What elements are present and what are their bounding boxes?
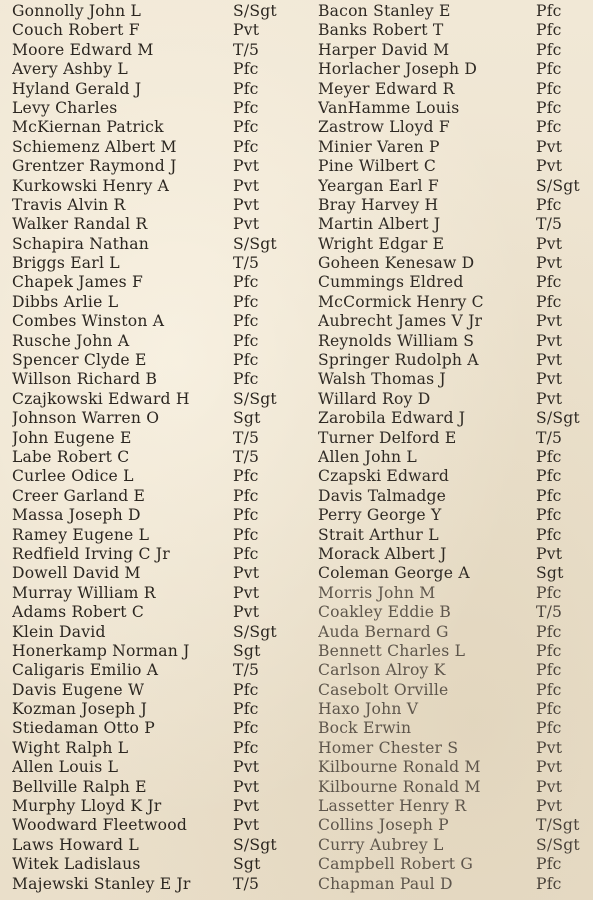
- right-rank: Pfc: [536, 855, 562, 874]
- roster-row: [0, 681, 593, 700]
- left-name: Kozman Joseph J: [12, 700, 148, 719]
- right-rank: Sgt: [536, 564, 564, 583]
- roster-row: [0, 778, 593, 797]
- roster-row: [0, 351, 593, 370]
- right-rank: Pvt: [536, 351, 563, 370]
- left-name: Willson Richard B: [12, 370, 158, 389]
- left-name: Chapek James F: [12, 273, 144, 292]
- right-name: Allen John L: [318, 447, 417, 466]
- right-name: Bennett Charles L: [318, 641, 466, 660]
- right-name: Aubrecht James V Jr: [318, 312, 483, 331]
- right-name: Perry George Y: [318, 506, 442, 525]
- right-rank: Pfc: [536, 874, 562, 893]
- right-name: Bacon Stanley E: [318, 2, 451, 20]
- right-rank: T/5: [536, 215, 563, 234]
- right-rank: Pfc: [536, 719, 562, 738]
- left-rank: T/5: [233, 254, 260, 273]
- right-name: Bock Erwin: [318, 719, 412, 738]
- left-name: Labe Robert C: [12, 447, 130, 466]
- left-name: Laws Howard L: [12, 835, 139, 854]
- left-name: Adams Robert C: [12, 603, 145, 622]
- roster-row: [0, 41, 593, 60]
- left-rank: Pvt: [233, 603, 260, 622]
- roster-row: [0, 526, 593, 545]
- left-name: John Eugene E: [12, 428, 132, 447]
- right-rank: Pvt: [536, 544, 563, 563]
- left-rank: Pvt: [233, 777, 260, 796]
- left-name: Grentzer Raymond J: [12, 157, 177, 176]
- roster-row: [0, 467, 593, 486]
- left-rank: S/Sgt: [233, 622, 277, 641]
- right-name: Czapski Edward: [318, 467, 450, 486]
- right-name: Minier Varen P: [318, 137, 440, 156]
- left-name: Redfield Irving C Jr: [12, 544, 170, 563]
- roster-row: [0, 370, 593, 389]
- right-name: Collins Joseph P: [318, 816, 449, 835]
- left-name: Couch Robert F: [12, 21, 140, 40]
- right-rank: Pfc: [536, 79, 562, 98]
- left-name: Schapira Nathan: [12, 234, 150, 253]
- roster-row: [0, 855, 593, 874]
- right-rank: Pfc: [536, 195, 562, 214]
- roster-row: [0, 409, 593, 428]
- left-rank: Pfc: [233, 738, 259, 757]
- right-rank: S/Sgt: [536, 176, 580, 195]
- right-rank: Pvt: [536, 312, 563, 331]
- roster-row: [0, 719, 593, 738]
- roster-row: [0, 487, 593, 506]
- left-rank: Pvt: [233, 583, 260, 602]
- left-name: Murphy Lloyd K Jr: [12, 797, 162, 816]
- right-rank: Pfc: [536, 680, 562, 699]
- right-name: Kilbourne Ronald M: [318, 758, 481, 777]
- right-name: Homer Chester S: [318, 738, 459, 757]
- right-rank: Pvt: [536, 758, 563, 777]
- roster-row: [0, 739, 593, 758]
- left-rank: Pfc: [233, 680, 259, 699]
- left-rank: Pfc: [233, 525, 259, 544]
- left-rank: Pfc: [233, 506, 259, 525]
- right-rank: Pfc: [536, 2, 562, 20]
- left-name: Briggs Earl L: [12, 254, 120, 273]
- right-rank: Pfc: [536, 641, 562, 660]
- roster-row: [0, 332, 593, 351]
- roster-row: [0, 545, 593, 564]
- right-name: Haxo John V: [318, 700, 419, 719]
- roster-row: [0, 21, 593, 40]
- right-rank: Pfc: [536, 273, 562, 292]
- roster-row: [0, 797, 593, 816]
- right-name: Morack Albert J: [318, 544, 447, 563]
- right-name: Goheen Kenesaw D: [318, 254, 475, 273]
- left-rank: Pfc: [233, 60, 259, 79]
- roster-row: [0, 875, 593, 894]
- left-rank: T/5: [233, 447, 260, 466]
- roster-row: [0, 603, 593, 622]
- right-rank: Pfc: [536, 583, 562, 602]
- roster-row: [0, 235, 593, 254]
- left-name: Witek Ladislaus: [12, 855, 141, 874]
- left-rank: T/5: [233, 40, 260, 59]
- roster-row: [0, 564, 593, 583]
- left-rank: Pfc: [233, 719, 259, 738]
- right-rank: Pfc: [536, 60, 562, 79]
- left-rank: Pvt: [233, 564, 260, 583]
- right-name: Zarobila Edward J: [318, 409, 466, 428]
- right-rank: Pfc: [536, 661, 562, 680]
- left-name: Rusche John A: [12, 331, 130, 350]
- roster-row: [0, 642, 593, 661]
- left-rank: T/5: [233, 874, 260, 893]
- right-rank: Pfc: [536, 525, 562, 544]
- left-rank: Pvt: [233, 195, 260, 214]
- right-name: Turner Delford E: [318, 428, 457, 447]
- roster-row: [0, 273, 593, 292]
- roster-row: [0, 584, 593, 603]
- right-name: Casebolt Orville: [318, 680, 449, 699]
- right-rank: Pvt: [536, 331, 563, 350]
- right-name: Willard Roy D: [318, 389, 431, 408]
- right-name: Yeargan Earl F: [318, 176, 439, 195]
- right-rank: T/Sgt: [536, 816, 580, 835]
- left-name: Kurkowski Henry A: [12, 176, 170, 195]
- left-name: Dowell David M: [12, 564, 141, 583]
- roster-row: [0, 448, 593, 467]
- left-rank: Pfc: [233, 331, 259, 350]
- right-rank: Pvt: [536, 137, 563, 156]
- right-name: Carlson Alroy K: [318, 661, 446, 680]
- right-name: Pine Wilbert C: [318, 157, 437, 176]
- left-name: McKiernan Patrick: [12, 118, 164, 137]
- left-rank: Sgt: [233, 409, 261, 428]
- left-rank: Pvt: [233, 758, 260, 777]
- left-rank: Pfc: [233, 700, 259, 719]
- left-name: Honerkamp Norman J: [12, 641, 190, 660]
- left-name: Bellville Ralph E: [12, 777, 147, 796]
- roster-row: [0, 177, 593, 196]
- left-rank: Pfc: [233, 273, 259, 292]
- right-rank: Pfc: [536, 622, 562, 641]
- left-rank: Pfc: [233, 292, 259, 311]
- left-name: Klein David: [12, 622, 106, 641]
- right-rank: Pvt: [536, 777, 563, 796]
- left-rank: Pfc: [233, 486, 259, 505]
- roster-row: [0, 816, 593, 835]
- right-rank: Pvt: [536, 234, 563, 253]
- right-name: Harper David M: [318, 40, 450, 59]
- right-name: Davis Talmadge: [318, 486, 447, 505]
- left-rank: Pvt: [233, 176, 260, 195]
- right-name: Horlacher Joseph D: [318, 60, 478, 79]
- left-rank: Pfc: [233, 370, 259, 389]
- left-rank: Pvt: [233, 816, 260, 835]
- right-rank: S/Sgt: [536, 409, 580, 428]
- right-rank: T/5: [536, 428, 563, 447]
- right-name: Martin Albert J: [318, 215, 441, 234]
- roster-row: [0, 836, 593, 855]
- left-name: Ramey Eugene L: [12, 525, 150, 544]
- left-name: Combes Winston A: [12, 312, 165, 331]
- right-rank: T/5: [536, 603, 563, 622]
- right-rank: Pfc: [536, 700, 562, 719]
- left-name: Hyland Gerald J: [12, 79, 142, 98]
- right-rank: S/Sgt: [536, 835, 580, 854]
- left-name: Dibbs Arlie L: [12, 292, 119, 311]
- roster-row: [0, 254, 593, 273]
- right-rank: Pfc: [536, 292, 562, 311]
- roster-row: [0, 157, 593, 176]
- right-name: Chapman Paul D: [318, 874, 453, 893]
- left-rank: Pfc: [233, 544, 259, 563]
- left-rank: Pvt: [233, 215, 260, 234]
- right-name: Kilbourne Ronald M: [318, 777, 481, 796]
- right-name: Coakley Eddie B: [318, 603, 452, 622]
- left-name: Creer Garland E: [12, 486, 146, 505]
- right-name: Wright Edgar E: [318, 234, 445, 253]
- left-name: Wight Ralph L: [12, 738, 129, 757]
- right-name: McCormick Henry C: [318, 292, 484, 311]
- right-name: Lassetter Henry R: [318, 797, 467, 816]
- right-name: Banks Robert T: [318, 21, 444, 40]
- left-name: Czajkowski Edward H: [12, 389, 190, 408]
- left-rank: Pfc: [233, 118, 259, 137]
- right-rank: Pfc: [536, 40, 562, 59]
- left-name: Stiedaman Otto P: [12, 719, 155, 738]
- left-rank: S/Sgt: [233, 234, 277, 253]
- left-rank: Pvt: [233, 797, 260, 816]
- roster-row: [0, 758, 593, 777]
- left-name: Avery Ashby L: [12, 60, 128, 79]
- left-name: Travis Alvin R: [12, 195, 126, 214]
- roster-row: [0, 390, 593, 409]
- roster-row: [0, 196, 593, 215]
- left-name: Schiemenz Albert M: [12, 137, 177, 156]
- left-rank: T/5: [233, 428, 260, 447]
- left-rank: Pfc: [233, 312, 259, 331]
- right-name: Zastrow Lloyd F: [318, 118, 450, 137]
- roster-list: [0, 2, 593, 894]
- left-name: Johnson Warren O: [12, 409, 160, 428]
- roster-row: [0, 623, 593, 642]
- left-rank: T/5: [233, 661, 260, 680]
- right-name: Bray Harvey H: [318, 195, 439, 214]
- left-rank: Pfc: [233, 351, 259, 370]
- right-name: Auda Bernard G: [318, 622, 449, 641]
- right-rank: Pvt: [536, 738, 563, 757]
- right-rank: Pvt: [536, 370, 563, 389]
- right-rank: Pfc: [536, 21, 562, 40]
- roster-row: [0, 700, 593, 719]
- left-rank: Sgt: [233, 855, 261, 874]
- right-rank: Pvt: [536, 389, 563, 408]
- left-name: Gonnolly John L: [12, 2, 142, 20]
- left-rank: S/Sgt: [233, 2, 277, 20]
- left-name: Majewski Stanley E Jr: [12, 874, 191, 893]
- right-rank: Pfc: [536, 506, 562, 525]
- roster-row: [0, 2, 593, 21]
- roster-row: [0, 312, 593, 331]
- roster-row: [0, 99, 593, 118]
- left-name: Spencer Clyde E: [12, 351, 147, 370]
- left-name: Davis Eugene W: [12, 680, 145, 699]
- roster-row: [0, 138, 593, 157]
- right-name: Campbell Robert G: [318, 855, 474, 874]
- left-rank: Sgt: [233, 641, 261, 660]
- roster-row: [0, 60, 593, 79]
- right-name: Morris John M: [318, 583, 436, 602]
- right-rank: Pfc: [536, 118, 562, 137]
- right-name: Springer Rudolph A: [318, 351, 479, 370]
- roster-row: [0, 215, 593, 234]
- right-name: Walsh Thomas J: [318, 370, 446, 389]
- right-rank: Pvt: [536, 797, 563, 816]
- left-name: Murray William R: [12, 583, 156, 602]
- right-name: Coleman George A: [318, 564, 470, 583]
- left-name: Moore Edward M: [12, 40, 154, 59]
- left-name: Caligaris Emilio A: [12, 661, 159, 680]
- left-name: Woodward Fleetwood: [12, 816, 188, 835]
- left-name: Curlee Odice L: [12, 467, 134, 486]
- left-rank: Pfc: [233, 79, 259, 98]
- roster-row: [0, 429, 593, 448]
- right-name: Reynolds William S: [318, 331, 475, 350]
- roster-row: [0, 293, 593, 312]
- right-rank: Pfc: [536, 98, 562, 117]
- left-rank: Pvt: [233, 157, 260, 176]
- right-name: Cummings Eldred: [318, 273, 464, 292]
- right-rank: Pfc: [536, 467, 562, 486]
- right-rank: Pvt: [536, 157, 563, 176]
- right-name: VanHamme Louis: [318, 98, 460, 117]
- left-rank: Pvt: [233, 21, 260, 40]
- right-rank: Pfc: [536, 486, 562, 505]
- right-name: Meyer Edward R: [318, 79, 455, 98]
- left-rank: Pfc: [233, 98, 259, 117]
- left-name: Walker Randal R: [12, 215, 148, 234]
- left-rank: S/Sgt: [233, 389, 277, 408]
- roster-row: [0, 80, 593, 99]
- right-rank: Pfc: [536, 447, 562, 466]
- roster-row: [0, 506, 593, 525]
- right-name: Strait Arthur L: [318, 525, 439, 544]
- left-rank: Pfc: [233, 137, 259, 156]
- roster-row: [0, 118, 593, 137]
- left-rank: S/Sgt: [233, 835, 277, 854]
- right-name: Curry Aubrey L: [318, 835, 444, 854]
- left-name: Levy Charles: [12, 98, 118, 117]
- roster-row: [0, 661, 593, 680]
- left-name: Massa Joseph D: [12, 506, 141, 525]
- left-rank: Pfc: [233, 467, 259, 486]
- left-name: Allen Louis L: [12, 758, 119, 777]
- right-rank: Pvt: [536, 254, 563, 273]
